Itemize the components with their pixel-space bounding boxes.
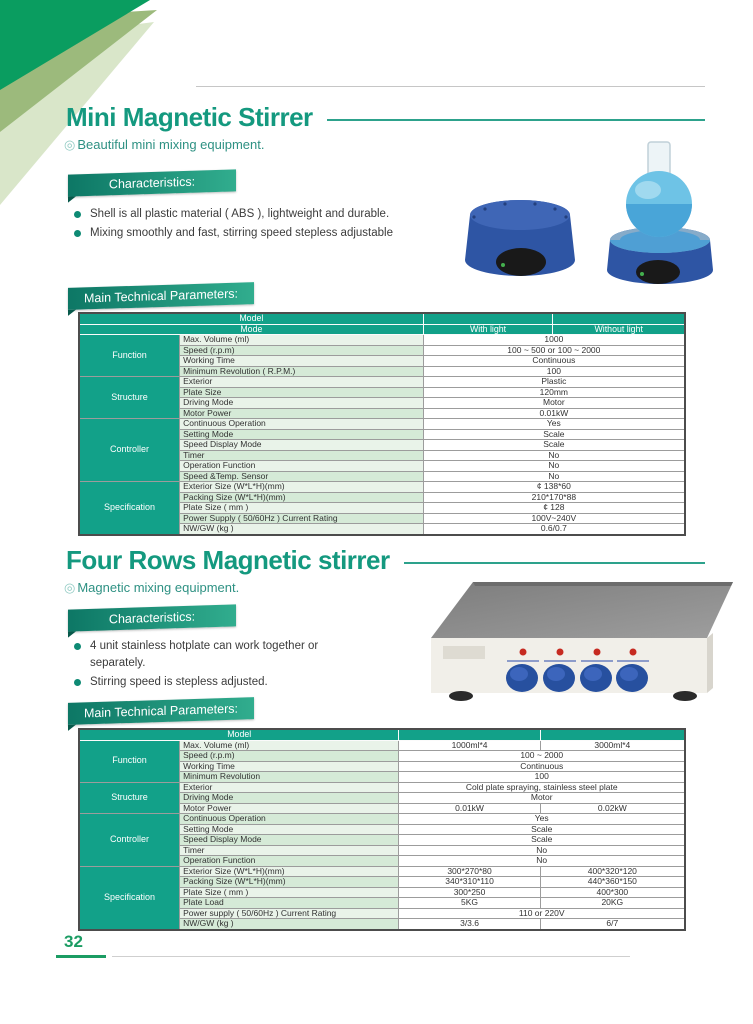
value-cell: 120mm: [423, 387, 685, 398]
value-cell: Scale: [423, 429, 685, 440]
page-title: Mini Magnetic Stirrer: [66, 102, 313, 132]
parameter-cell: Timer: [180, 450, 424, 461]
parameter-cell: Driving Mode: [180, 793, 399, 804]
value-cell: ¢ 138*60: [423, 482, 685, 493]
value-cell: No: [423, 471, 685, 482]
value-cell: 100: [399, 772, 685, 783]
value-cell: 3/3.6: [399, 919, 540, 930]
parameter-cell: Max. Volume (ml): [180, 335, 424, 346]
value-cell: Continuous: [399, 761, 685, 772]
category-cell: Specification: [79, 866, 180, 930]
value-cell: 400*320*120: [540, 866, 685, 877]
title-rule: [404, 562, 705, 564]
table-header-cell: [553, 313, 685, 324]
page-number: 32: [64, 932, 83, 951]
parameter-cell: Driving Mode: [180, 398, 424, 409]
value-cell: 0.01kW: [399, 803, 540, 814]
value-cell: 0.02kW: [540, 803, 685, 814]
value-cell: Continuous: [423, 356, 685, 367]
parameter-cell: Minimum Revolution: [180, 772, 399, 783]
category-cell: Controller: [79, 419, 180, 482]
feature-bullet: Stirring speed is stepless adjusted.: [74, 674, 374, 691]
feature-bullet: Mixing smoothly and fast, stirring speed stepless adjustable: [74, 225, 414, 242]
parameter-cell: Speed Display Mode: [180, 835, 399, 846]
parameter-cell: Continuous Operation: [180, 419, 424, 430]
value-cell: No: [399, 845, 685, 856]
parameter-cell: Plate Size ( mm ): [180, 503, 424, 514]
value-cell: 300*270*80: [399, 866, 540, 877]
table-row: [79, 377, 685, 388]
mini-stirrer-parameters-table: [78, 312, 686, 536]
category-cell: Controller: [79, 814, 180, 867]
four-rows-stirrer-parameters-table: [78, 728, 686, 931]
parameter-cell: Packing Size (W*L*H)(mm): [180, 492, 424, 503]
parameter-cell: Power Supply ( 50/60Hz ) Current Rating: [180, 513, 424, 524]
parameter-cell: Exterior Size (W*L*H)(mm): [180, 866, 399, 877]
table-row: [79, 740, 685, 751]
parameter-cell: Setting Mode: [180, 429, 424, 440]
parameter-cell: Motor Power: [180, 408, 424, 419]
value-cell: 3000ml*4: [540, 740, 685, 751]
circle-bullet-icon: ◎: [64, 137, 76, 152]
parameter-cell: Speed &Temp. Sensor: [180, 471, 424, 482]
table-row: [79, 814, 685, 825]
table-header-cell: Model: [79, 729, 399, 740]
parameter-cell: Speed (r.p.m): [180, 751, 399, 762]
parameter-cell: Plate Size ( mm ): [180, 887, 399, 898]
value-cell: 1000: [423, 335, 685, 346]
value-cell: Motor: [423, 398, 685, 409]
value-cell: Plastic: [423, 377, 685, 388]
characteristics-ribbon: [68, 169, 236, 196]
value-cell: Scale: [399, 835, 685, 846]
feature-bullet: 4 unit stainless hotplate can work together or separately.: [74, 638, 374, 672]
section-title-four-rows-magnetic-stirrer: [66, 545, 705, 576]
feature-list: [74, 638, 374, 693]
mini-stirrer-photo: [445, 140, 745, 302]
parameter-cell: Operation Function: [180, 461, 424, 472]
table-header-cell: With light: [423, 324, 553, 335]
value-cell: Scale: [423, 440, 685, 451]
table-header-cell: Without light: [553, 324, 685, 335]
value-cell: 1000ml*4: [399, 740, 540, 751]
table-row: [79, 419, 685, 430]
value-cell: Scale: [399, 824, 685, 835]
section-subtitle: [64, 580, 239, 596]
feature-bullet: Shell is all plastic material ( ABS ), lightweight and durable.: [74, 206, 414, 223]
value-cell: No: [399, 856, 685, 867]
parameter-cell: Working Time: [180, 356, 424, 367]
parameter-cell: Working Time: [180, 761, 399, 772]
table-row: [79, 866, 685, 877]
feature-list: [74, 206, 414, 244]
table-header-cell: Mode: [79, 324, 423, 335]
table-row: [79, 782, 685, 793]
ribbon-label: Characteristics:: [108, 609, 196, 627]
category-cell: Structure: [79, 782, 180, 814]
value-cell: 100 ~ 2000: [399, 751, 685, 762]
value-cell: 5KG: [399, 898, 540, 909]
four-rows-stirrer-photo: [395, 578, 747, 704]
category-cell: Structure: [79, 377, 180, 419]
value-cell: 20KG: [540, 898, 685, 909]
category-cell: Function: [79, 740, 180, 782]
parameter-cell: Minimum Revolution ( R.P.M.): [180, 366, 424, 377]
value-cell: Yes: [399, 814, 685, 825]
parameter-cell: Power supply ( 50/60Hz ) Current Rating: [180, 908, 399, 919]
parameter-cell: Exterior: [180, 782, 399, 793]
value-cell: ¢ 128: [423, 503, 685, 514]
value-cell: No: [423, 450, 685, 461]
table-row: [79, 482, 685, 493]
parameter-cell: Continuous Operation: [180, 814, 399, 825]
table-header-cell: Model: [79, 313, 423, 324]
value-cell: Yes: [423, 419, 685, 430]
parameter-cell: Speed (r.p.m): [180, 345, 424, 356]
parameter-cell: Exterior: [180, 377, 424, 388]
value-cell: 210*170*88: [423, 492, 685, 503]
value-cell: 400*300: [540, 887, 685, 898]
parameter-cell: Speed Display Mode: [180, 440, 424, 451]
header-rule: [196, 86, 705, 87]
parameter-cell: Operation Function: [180, 856, 399, 867]
parameter-cell: NW/GW (kg ): [180, 524, 424, 535]
value-cell: 6/7: [540, 919, 685, 930]
value-cell: 100V~240V: [423, 513, 685, 524]
value-cell: Motor: [399, 793, 685, 804]
value-cell: 300*250: [399, 887, 540, 898]
parameter-cell: Timer: [180, 845, 399, 856]
value-cell: 110 or 220V: [399, 908, 685, 919]
value-cell: 0.6/0.7: [423, 524, 685, 535]
value-cell: 0.01kW: [423, 408, 685, 419]
subtitle-text: Magnetic mixing equipment.: [77, 580, 240, 595]
table-header-cell: [399, 729, 540, 740]
parameter-cell: Packing Size (W*L*H)(mm): [180, 877, 399, 888]
parameter-cell: Exterior Size (W*L*H)(mm): [180, 482, 424, 493]
section-title-mini-magnetic-stirrer: [66, 102, 705, 133]
parameter-cell: Setting Mode: [180, 824, 399, 835]
subtitle-text: Beautiful mini mixing equipment.: [77, 137, 265, 152]
parameter-cell: Max. Volume (ml): [180, 740, 399, 751]
category-cell: Function: [79, 335, 180, 377]
table-row: [79, 335, 685, 346]
table-header-cell: [540, 729, 685, 740]
ribbon-label: Characteristics:: [108, 174, 196, 192]
parameter-cell: Plate Size: [180, 387, 424, 398]
value-cell: 100: [423, 366, 685, 377]
value-cell: 440*360*150: [540, 877, 685, 888]
value-cell: 340*310*110: [399, 877, 540, 888]
value-cell: 100 ~ 500 or 100 ~ 2000: [423, 345, 685, 356]
circle-bullet-icon: ◎: [64, 580, 76, 595]
value-cell: No: [423, 461, 685, 472]
ribbon-label: Main Technical Parameters:: [83, 286, 238, 306]
ribbon-label: Main Technical Parameters:: [83, 701, 238, 721]
category-cell: Specification: [79, 482, 180, 535]
main-technical-parameters-ribbon: [68, 697, 254, 725]
parameter-cell: NW/GW (kg ): [180, 919, 399, 930]
value-cell: Cold plate spraying, stainless steel plate: [399, 782, 685, 793]
parameter-cell: Motor Power: [180, 803, 399, 814]
parameter-cell: Plate Load: [180, 898, 399, 909]
title-rule: [327, 119, 705, 121]
main-technical-parameters-ribbon: [68, 282, 254, 310]
page-title: Four Rows Magnetic stirrer: [66, 545, 390, 575]
page-number-underline: [56, 955, 106, 958]
footer-rule: [112, 956, 630, 957]
characteristics-ribbon: [68, 604, 236, 631]
table-header-cell: [423, 313, 553, 324]
section-subtitle: [64, 137, 265, 153]
